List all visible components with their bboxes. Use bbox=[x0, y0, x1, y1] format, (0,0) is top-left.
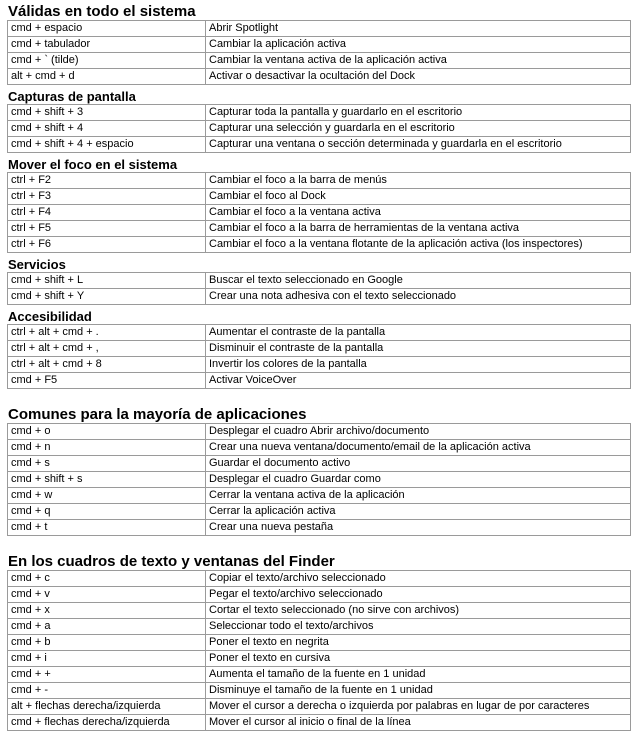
shortcut-keys: cmd + + bbox=[8, 667, 206, 683]
shortcut-keys: cmd + v bbox=[8, 587, 206, 603]
shortcut-description: Mover el cursor al inicio o final de la línea bbox=[206, 715, 631, 731]
shortcut-description: Cambiar la aplicación activa bbox=[206, 37, 631, 53]
shortcut-description: Guardar el documento activo bbox=[206, 456, 631, 472]
shortcut-keys: alt + cmd + d bbox=[8, 69, 206, 85]
table-row bbox=[8, 635, 631, 651]
shortcut-keys: cmd + t bbox=[8, 520, 206, 536]
table-row bbox=[8, 715, 631, 731]
shortcut-description: Invertir los colores de la pantalla bbox=[206, 357, 631, 373]
shortcut-description: Seleccionar todo el texto/archivos bbox=[206, 619, 631, 635]
shortcut-description: Aumentar el contraste de la pantalla bbox=[206, 325, 631, 341]
shortcut-description: Pegar el texto/archivo seleccionado bbox=[206, 587, 631, 603]
shortcut-description: Cortar el texto seleccionado (no sirve con archivos) bbox=[206, 603, 631, 619]
shortcut-keys: alt + flechas derecha/izquierda bbox=[8, 699, 206, 715]
section-title: Capturas de pantalla bbox=[8, 89, 136, 104]
table-row bbox=[8, 357, 631, 373]
shortcut-keys: cmd + shift + Y bbox=[8, 289, 206, 305]
shortcut-section bbox=[0, 0, 640, 89]
shortcut-description: Desplegar el cuadro Guardar como bbox=[206, 472, 631, 488]
section-title: Válidas en todo el sistema bbox=[8, 3, 196, 20]
table-row bbox=[8, 603, 631, 619]
shortcut-keys: ctrl + alt + cmd + 8 bbox=[8, 357, 206, 373]
table-row bbox=[8, 667, 631, 683]
shortcut-keys: cmd + s bbox=[8, 456, 206, 472]
shortcut-keys: cmd + flechas derecha/izquierda bbox=[8, 715, 206, 731]
shortcut-table bbox=[7, 104, 631, 153]
shortcut-keys: ctrl + F5 bbox=[8, 221, 206, 237]
shortcut-keys: cmd + ` (tilde) bbox=[8, 53, 206, 69]
table-row bbox=[8, 472, 631, 488]
table-row bbox=[8, 237, 631, 253]
shortcut-keys: cmd + c bbox=[8, 571, 206, 587]
section-title: En los cuadros de texto y ventanas del Finder bbox=[8, 553, 335, 570]
shortcut-keys: cmd + shift + s bbox=[8, 472, 206, 488]
table-row bbox=[8, 205, 631, 221]
table-row bbox=[8, 699, 631, 715]
shortcut-table bbox=[7, 20, 631, 85]
table-row bbox=[8, 373, 631, 389]
shortcut-description: Cambiar el foco a la barra de menús bbox=[206, 173, 631, 189]
section-title: Comunes para la mayoría de aplicaciones bbox=[8, 406, 307, 423]
shortcut-keys: ctrl + F3 bbox=[8, 189, 206, 205]
shortcut-table bbox=[7, 570, 631, 731]
table-row bbox=[8, 571, 631, 587]
table-row bbox=[8, 619, 631, 635]
shortcut-description: Poner el texto en negrita bbox=[206, 635, 631, 651]
shortcut-description: Cerrar la ventana activa de la aplicación bbox=[206, 488, 631, 504]
shortcut-description: Cambiar la ventana activa de la aplicación activa bbox=[206, 53, 631, 69]
shortcut-table bbox=[7, 272, 631, 305]
shortcut-description: Crear una nueva pestaña bbox=[206, 520, 631, 536]
shortcut-description: Desplegar el cuadro Abrir archivo/documento bbox=[206, 424, 631, 440]
shortcut-description: Cambiar el foco al Dock bbox=[206, 189, 631, 205]
shortcut-description: Copiar el texto/archivo seleccionado bbox=[206, 571, 631, 587]
table-row bbox=[8, 440, 631, 456]
shortcut-keys: cmd + o bbox=[8, 424, 206, 440]
shortcut-keys: cmd + b bbox=[8, 635, 206, 651]
shortcut-description: Abrir Spotlight bbox=[206, 21, 631, 37]
table-row bbox=[8, 173, 631, 189]
shortcut-description: Disminuir el contraste de la pantalla bbox=[206, 341, 631, 357]
shortcut-description: Mover el cursor a derecha o izquierda por palabras en lugar de por caracteres bbox=[206, 699, 631, 715]
shortcut-keys: cmd + shift + 3 bbox=[8, 105, 206, 121]
shortcut-keys: cmd + shift + L bbox=[8, 273, 206, 289]
table-row bbox=[8, 69, 631, 85]
shortcut-keys: cmd + espacio bbox=[8, 21, 206, 37]
table-row bbox=[8, 651, 631, 667]
shortcut-description: Activar o desactivar la ocultación del Dock bbox=[206, 69, 631, 85]
shortcut-keys: cmd + tabulador bbox=[8, 37, 206, 53]
table-row bbox=[8, 424, 631, 440]
table-row bbox=[8, 504, 631, 520]
table-row bbox=[8, 683, 631, 699]
shortcut-keys: cmd + i bbox=[8, 651, 206, 667]
shortcut-keys: ctrl + alt + cmd + , bbox=[8, 341, 206, 357]
section-title: Mover el foco en el sistema bbox=[8, 157, 178, 172]
shortcut-keys: ctrl + F4 bbox=[8, 205, 206, 221]
shortcut-description: Aumenta el tamaño de la fuente en 1 unidad bbox=[206, 667, 631, 683]
shortcut-keys: ctrl + F6 bbox=[8, 237, 206, 253]
shortcut-description: Poner el texto en cursiva bbox=[206, 651, 631, 667]
shortcut-description: Activar VoiceOver bbox=[206, 373, 631, 389]
shortcut-keys: cmd + a bbox=[8, 619, 206, 635]
section-title: Servicios bbox=[8, 257, 66, 272]
shortcut-section bbox=[0, 257, 640, 309]
table-row bbox=[8, 488, 631, 504]
table-row bbox=[8, 221, 631, 237]
shortcut-description: Cambiar el foco a la ventana activa bbox=[206, 205, 631, 221]
table-row bbox=[8, 341, 631, 357]
section-title: Accesibilidad bbox=[8, 309, 92, 324]
table-row bbox=[8, 325, 631, 341]
table-row bbox=[8, 137, 631, 153]
shortcut-keys: cmd + n bbox=[8, 440, 206, 456]
table-row bbox=[8, 53, 631, 69]
shortcut-table bbox=[7, 324, 631, 389]
shortcut-description: Crear una nota adhesiva con el texto seleccionado bbox=[206, 289, 631, 305]
shortcut-keys: ctrl + F2 bbox=[8, 173, 206, 189]
shortcut-keys: cmd + shift + 4 bbox=[8, 121, 206, 137]
shortcut-keys: cmd + x bbox=[8, 603, 206, 619]
shortcut-description: Cerrar la aplicación activa bbox=[206, 504, 631, 520]
shortcut-section bbox=[0, 309, 640, 406]
shortcut-description: Capturar una ventana o sección determinada y guardarla en el escritorio bbox=[206, 137, 631, 153]
shortcut-section bbox=[0, 157, 640, 257]
table-row bbox=[8, 520, 631, 536]
shortcut-description: Capturar toda la pantalla y guardarlo en el escritorio bbox=[206, 105, 631, 121]
table-row bbox=[8, 273, 631, 289]
shortcut-keys: ctrl + alt + cmd + . bbox=[8, 325, 206, 341]
shortcut-description: Cambiar el foco a la barra de herramientas de la ventana activa bbox=[206, 221, 631, 237]
shortcut-description: Disminuye el tamaño de la fuente en 1 unidad bbox=[206, 683, 631, 699]
table-row bbox=[8, 289, 631, 305]
shortcut-table bbox=[7, 172, 631, 253]
shortcut-keys: cmd + F5 bbox=[8, 373, 206, 389]
table-row bbox=[8, 587, 631, 603]
shortcut-table bbox=[7, 423, 631, 536]
shortcut-keys: cmd + - bbox=[8, 683, 206, 699]
shortcut-section bbox=[0, 406, 640, 553]
shortcut-description: Buscar el texto seleccionado en Google bbox=[206, 273, 631, 289]
table-row bbox=[8, 456, 631, 472]
table-row bbox=[8, 189, 631, 205]
table-row bbox=[8, 121, 631, 137]
shortcut-keys: cmd + q bbox=[8, 504, 206, 520]
shortcut-keys: cmd + w bbox=[8, 488, 206, 504]
table-row bbox=[8, 105, 631, 121]
shortcut-description: Capturar una selección y guardarla en el escritorio bbox=[206, 121, 631, 137]
shortcut-keys: cmd + shift + 4 + espacio bbox=[8, 137, 206, 153]
shortcut-section bbox=[0, 553, 640, 731]
table-row bbox=[8, 37, 631, 53]
table-row bbox=[8, 21, 631, 37]
shortcut-section bbox=[0, 89, 640, 157]
shortcut-description: Cambiar el foco a la ventana flotante de la aplicación activa (los inspectores) bbox=[206, 237, 631, 253]
shortcut-description: Crear una nueva ventana/documento/email de la aplicación activa bbox=[206, 440, 631, 456]
